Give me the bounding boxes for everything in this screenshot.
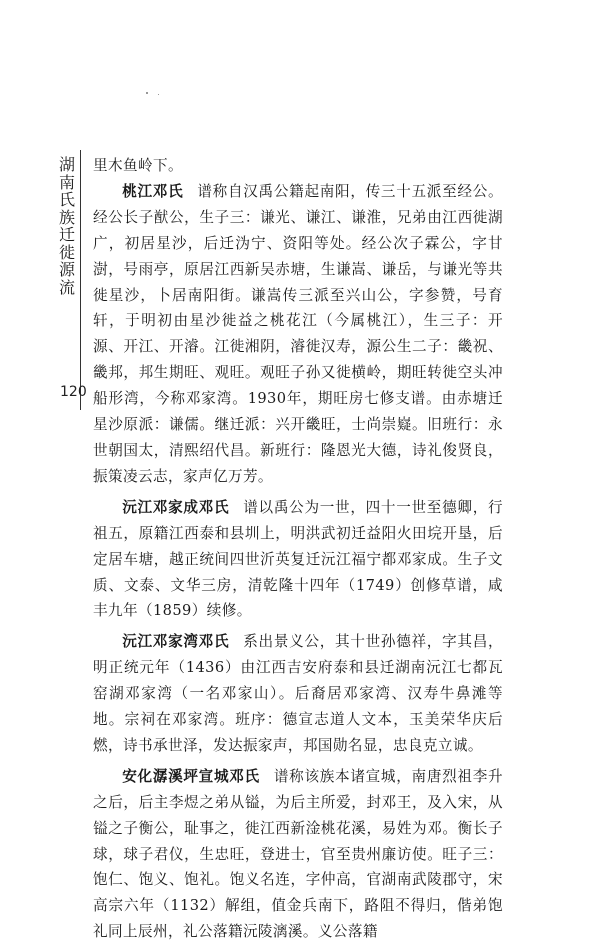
title-char: 流 — [58, 277, 75, 297]
section-text: 系出景义公，其十世孙德祥，字其昌，明正统元年（1436）由江西吉安府泰和县迁湖南沅江七都瓦窑湖邓家湾（一名邓家山）。后裔居邓家湾、汉寿牛鼻滩等地。宗祠在邓家湾。班序：德宣志道人文本，玉美荣华庆后燃，诗书承世泽，发达振家声，邦国勋名显，忠良克立诚。 — [93, 633, 503, 754]
section-yuanjiang-dengjiawan — [93, 629, 503, 759]
section-text: 谱以禹公为一世，四十一世至德卿，行祖五，原籍江西泰和县圳上，明洪武初迁益阳火田垸开垦，后定居车塘，越正统间四世沂英复迁沅江福宁都邓家成。生子文质、文泰、文华三房，清乾隆十四年（1749）创修草谱，咸丰九年（1859）续修。 — [93, 498, 503, 620]
section-heading: 沅江邓家成邓氏 — [122, 498, 230, 516]
section-yuanjiang-dengjiacheng — [93, 495, 503, 625]
section-heading: 沅江邓家湾邓氏 — [122, 633, 230, 651]
running-book-title — [58, 156, 76, 296]
title-char: 湖 — [58, 155, 75, 174]
section-heading: 安化潺溪坪宣城邓氏 — [122, 767, 260, 785]
title-char: 源 — [58, 260, 75, 279]
section-text: 谱称自汉禹公籍起南阳，传三十五派至经公。经公长子猷公，生子三：谦光、谦江、谦淮，兄弟由江西徙湖广，初居星沙，后迁沩宁、资阳等处。经公次子霖公，字甘澍，号雨亭，原居江西新吴赤塘，生谦嵩、谦岳，与谦光等共徙星沙，卜居南阳街。谦嵩传三派至兴山公，字参赞，号育轩，于明初由星沙徙益之桃花江（今属桃江），生三子：开源、开江、开濬。江徙湘阴，濬徙汉寿，源公生二子：畿祝、畿邦，邦生期旺、观旺。观旺子孙又徙横岭，期旺转徙空头冲船形湾，今称邓家湾。1930年，期旺房七修支谱。由赤塘迁星沙原派：谦儒。继迁派：兴开畿旺，士尚崇嶷。旧班行：永世朝国太，清熙绍代昌。新班行：隆恩光大德，诗礼俊贤良，振策凌云志，家声亿万芳。 — [93, 182, 503, 485]
section-taojiang — [93, 179, 503, 490]
page-number: 120 — [60, 384, 87, 400]
title-char: 南 — [58, 172, 75, 192]
margin-rule — [80, 150, 81, 410]
section-text: 谱称该族本诸宣城，南唐烈祖李升之后，后主李煜之弟从镒，为后主所爱，封邓王，及入宋，从镒之子衡公，耻事之，徙江西新淦桃花溪，易姓为邓。衡长子球，球子君仪，生忠旺，登进士，官至贵州廉访使。旺子三：饱仁、饱义、饱礼。饱义名连，字仲高，官湖南武陵郡守，宋高宗六年（1132）解组，值金兵南下，路阻不得归，偕弟饱礼同上辰州，礼公落籍沅陵漓溪。义公落籍 — [93, 767, 503, 941]
title-char: 族 — [58, 207, 75, 227]
body-text — [93, 153, 503, 945]
section-heading: 桃江邓氏 — [122, 182, 184, 200]
title-char: 迁 — [58, 225, 75, 244]
title-char: 徙 — [58, 242, 75, 262]
opening-line: 里木鱼岭下。 — [93, 157, 183, 174]
title-char: 氏 — [58, 190, 75, 209]
section-anhua-xuancheng — [93, 764, 503, 945]
